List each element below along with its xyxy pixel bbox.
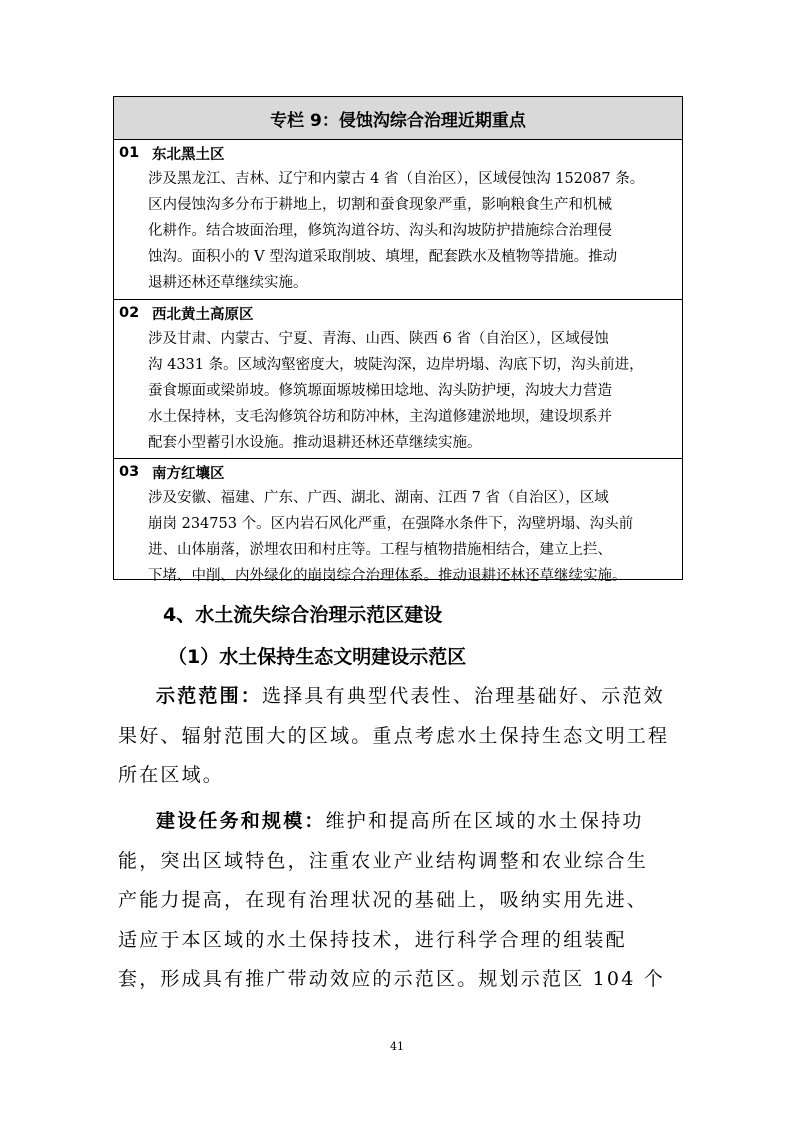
feature-box (113, 96, 683, 584)
text-line: 配套小型蓄引水设施。推动退耕还林还草继续实施。 (148, 435, 482, 451)
text-line: 适应于本区域的水土保持技术，进行科学合理的组装配 (118, 928, 627, 951)
paragraph-lead: 示范范围： (156, 685, 263, 707)
region-name: 东北黑土区 (152, 146, 225, 163)
text-span: 选择具有典型代表性、治理基础好、示范效 (262, 685, 665, 707)
paragraph-construction-tasks (118, 802, 678, 1000)
text-line (118, 677, 678, 717)
region-description (114, 166, 682, 298)
text-line: 蚕食塬面或梁峁坡。修筑塬面塬坡梯田埝地、沟头防护埂，沟坡大力营造 (148, 383, 612, 399)
region-number: 03 (119, 464, 140, 480)
section-heading: 4、水土流失综合治理示范区建设 (163, 604, 443, 626)
region-number: 01 (119, 145, 140, 161)
region-name: 南方红壤区 (152, 465, 225, 482)
text-line: 所在区域。 (118, 764, 225, 786)
region-block-northwest (114, 300, 682, 459)
region-description (114, 326, 682, 458)
text-line: 套，形成具有推广带动效应的示范区。规划示范区 104 个 (118, 968, 665, 990)
text-line: 产能力提高，在现有治理状况的基础上，吸纳实用先进、 (118, 889, 649, 911)
text-line: 果好、辐射范围大的区域。重点考虑水土保持生态文明工程 (118, 724, 670, 747)
region-header (114, 300, 682, 326)
text-span: 维护和提高所在区域的水土保持功 (325, 810, 644, 832)
text-line: 涉及甘肃、内蒙古、宁夏、青海、山西、陕西 6 省（自治区），区域侵蚀 (148, 331, 609, 347)
text-line: 能，突出区域特色，注重农业产业结构调整和农业综合生 (118, 849, 649, 872)
paragraph-lead: 建设任务和规模： (156, 810, 326, 832)
region-block-northeast (114, 140, 682, 300)
text-line: 退耕还林还草继续实施。 (148, 275, 308, 291)
text-line (118, 802, 678, 842)
text-line: 进、山体崩落，淤埋农田和村庄等。工程与植物措施相结合，建立上拦、 (148, 542, 612, 558)
text-line: 崩岗 234753 个。区内岩石风化严重，在强降水条件下，沟壁坍塌、沟头前 (148, 516, 634, 532)
text-line: 区内侵蚀沟多分布于耕地上，切割和蚕食现象严重，影响粮食生产和机械 (148, 197, 612, 213)
region-description (114, 485, 682, 591)
text-line: 蚀沟。面积小的 V 型沟道采取削坡、填埋，配套跌水及植物等措施。推动 (148, 249, 618, 265)
region-name: 西北黄土高原区 (152, 306, 254, 323)
text-line: 沟 4331 条。区域沟壑密度大，坡陡沟深，边岸坍塌、沟底下切，沟头前进， (148, 357, 644, 373)
text-line: 水土保持林，支毛沟修筑谷坊和防冲林，主沟道修建淤地坝，建设坝系并 (148, 409, 612, 425)
region-header (114, 140, 682, 166)
text-line: 下堵、中削、内外绿化的崩岗综合治理体系。推动退耕还林还草继续实施。 (148, 568, 627, 584)
feature-box-title: 专栏 9：侵蚀沟综合治理近期重点 (114, 97, 682, 140)
region-block-south (114, 459, 682, 584)
text-line: 涉及安徽、福建、广东、广西、湖北、湖南、江西 7 省（自治区），区域 (148, 490, 609, 506)
subsection-heading: （1）水土保持生态文明建设示范区 (168, 646, 467, 668)
text-line: 化耕作。结合坡面治理，修筑沟道谷坊、沟头和沟坡防护措施综合治理侵 (148, 223, 612, 239)
text-line: 涉及黑龙江、吉林、辽宁和内蒙古 4 省（自治区），区域侵蚀沟 152087 条。 (148, 171, 645, 187)
page-number: 41 (390, 1040, 404, 1053)
region-number: 02 (119, 305, 140, 321)
paragraph-demo-scope (118, 677, 678, 796)
region-header (114, 459, 682, 485)
